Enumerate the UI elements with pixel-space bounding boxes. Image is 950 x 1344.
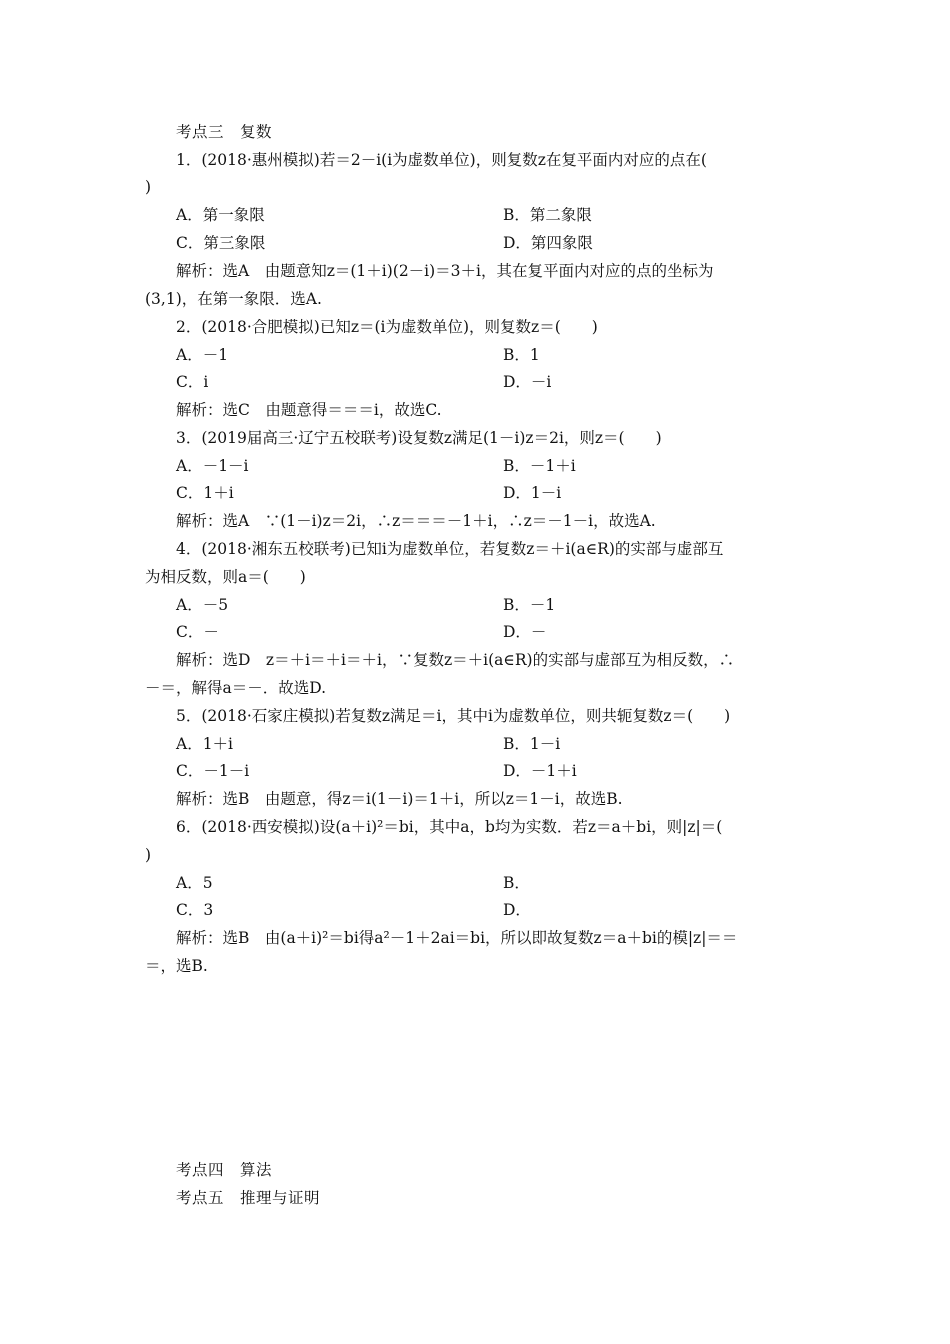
q2-option-d: D．－i [503, 373, 552, 391]
q4-option-d: D．－ [503, 623, 547, 641]
q1-stem-line2: ) [145, 178, 152, 196]
q2-option-b: B．1 [503, 346, 540, 364]
q3-option-d: D．1－i [503, 484, 562, 502]
q6-solution-line2: ＝，选B. [145, 957, 208, 975]
q5-option-a: A．1＋i [176, 735, 234, 753]
q6-solution-line1: 解析：选B 由(a＋i)²＝bi得a²－1＋2ai＝bi，所以即故复数z＝a＋bi的模|z|＝＝ [176, 929, 738, 947]
q2-solution-line1: 解析：选C 由题意得＝＝＝i，故选C. [176, 401, 442, 419]
q3-stem-line1: 3．(2019届高三·辽宁五校联考)设复数z满足(1－i)z＝2i，则z＝( ) [176, 429, 662, 447]
q4-stem-line1: 4．(2018·湘东五校联考)已知i为虚数单位，若复数z＝＋i(a∈R)的实部与虚部互 [176, 540, 724, 558]
q6-stem-line1: 6．(2018·西安模拟)设(a＋i)²＝bi，其中a，b均为实数．若z＝a＋bi，则|z|＝( [176, 818, 723, 836]
q6-option-c: C．3 [176, 901, 214, 919]
q1-option-b: B．第二象限 [503, 206, 592, 224]
q6-option-a: A．5 [176, 874, 213, 892]
section-heading-5: 考点五 推理与证明 [176, 1189, 321, 1207]
q2-option-c: C．i [176, 373, 209, 391]
q5-option-b: B．1－i [503, 735, 561, 753]
q4-option-a: A．－5 [176, 596, 229, 614]
q6-option-d: D． [503, 901, 531, 919]
q5-option-d: D．－1＋i [503, 762, 577, 780]
q6-stem-line2: ) [145, 846, 152, 864]
q5-stem-line1: 5．(2018·石家庄模拟)若复数z满足＝i，其中i为虚数单位，则共轭复数z＝( ) [176, 707, 731, 725]
q4-solution-line1: 解析：选D z＝＋i＝＋i＝＋i，∵复数z＝＋i(a∈R)的实部与虚部互为相反数，∴ [176, 651, 735, 669]
q1-stem-line1: 1．(2018·惠州模拟)若＝2－i(i为虚数单位)，则复数z在复平面内对应的点在( [176, 151, 707, 169]
q1-solution-line1: 解析：选A 由题意知z＝(1＋i)(2－i)＝3＋i，其在复平面内对应的点的坐标为 [176, 262, 714, 280]
q6-option-b: B． [503, 874, 530, 892]
q5-option-c: C．－1－i [176, 762, 250, 780]
section-heading-4: 考点四 算法 [176, 1161, 273, 1179]
q3-solution-line1: 解析：选A ∵(1－i)z＝2i，∴z＝＝＝－1＋i，∴z＝－1－i，故选A. [176, 512, 656, 530]
section-heading-3: 考点三 复数 [176, 123, 273, 141]
q4-solution-line2: －＝，解得a＝－．故选D. [145, 679, 327, 697]
q1-solution-line2: (3,1)，在第一象限．选A. [145, 290, 322, 308]
q4-option-b: B．－1 [503, 596, 556, 614]
q2-option-a: A．－1 [176, 346, 229, 364]
q1-option-d: D．第四象限 [503, 234, 593, 252]
q3-option-c: C．1＋i [176, 484, 234, 502]
q2-stem-line1: 2．(2018·合肥模拟)已知z＝(i为虚数单位)，则复数z＝( ) [176, 318, 598, 336]
q3-option-a: A．－1－i [176, 457, 249, 475]
q1-option-a: A．第一象限 [176, 206, 265, 224]
q3-option-b: B．－1＋i [503, 457, 576, 475]
q4-stem-line2: 为相反数，则a＝( ) [145, 568, 306, 586]
q4-option-c: C．－ [176, 623, 219, 641]
q5-solution-line1: 解析：选B 由题意，得z＝i(1－i)＝1＋i，所以z＝1－i，故选B. [176, 790, 623, 808]
q1-option-c: C．第三象限 [176, 234, 266, 252]
